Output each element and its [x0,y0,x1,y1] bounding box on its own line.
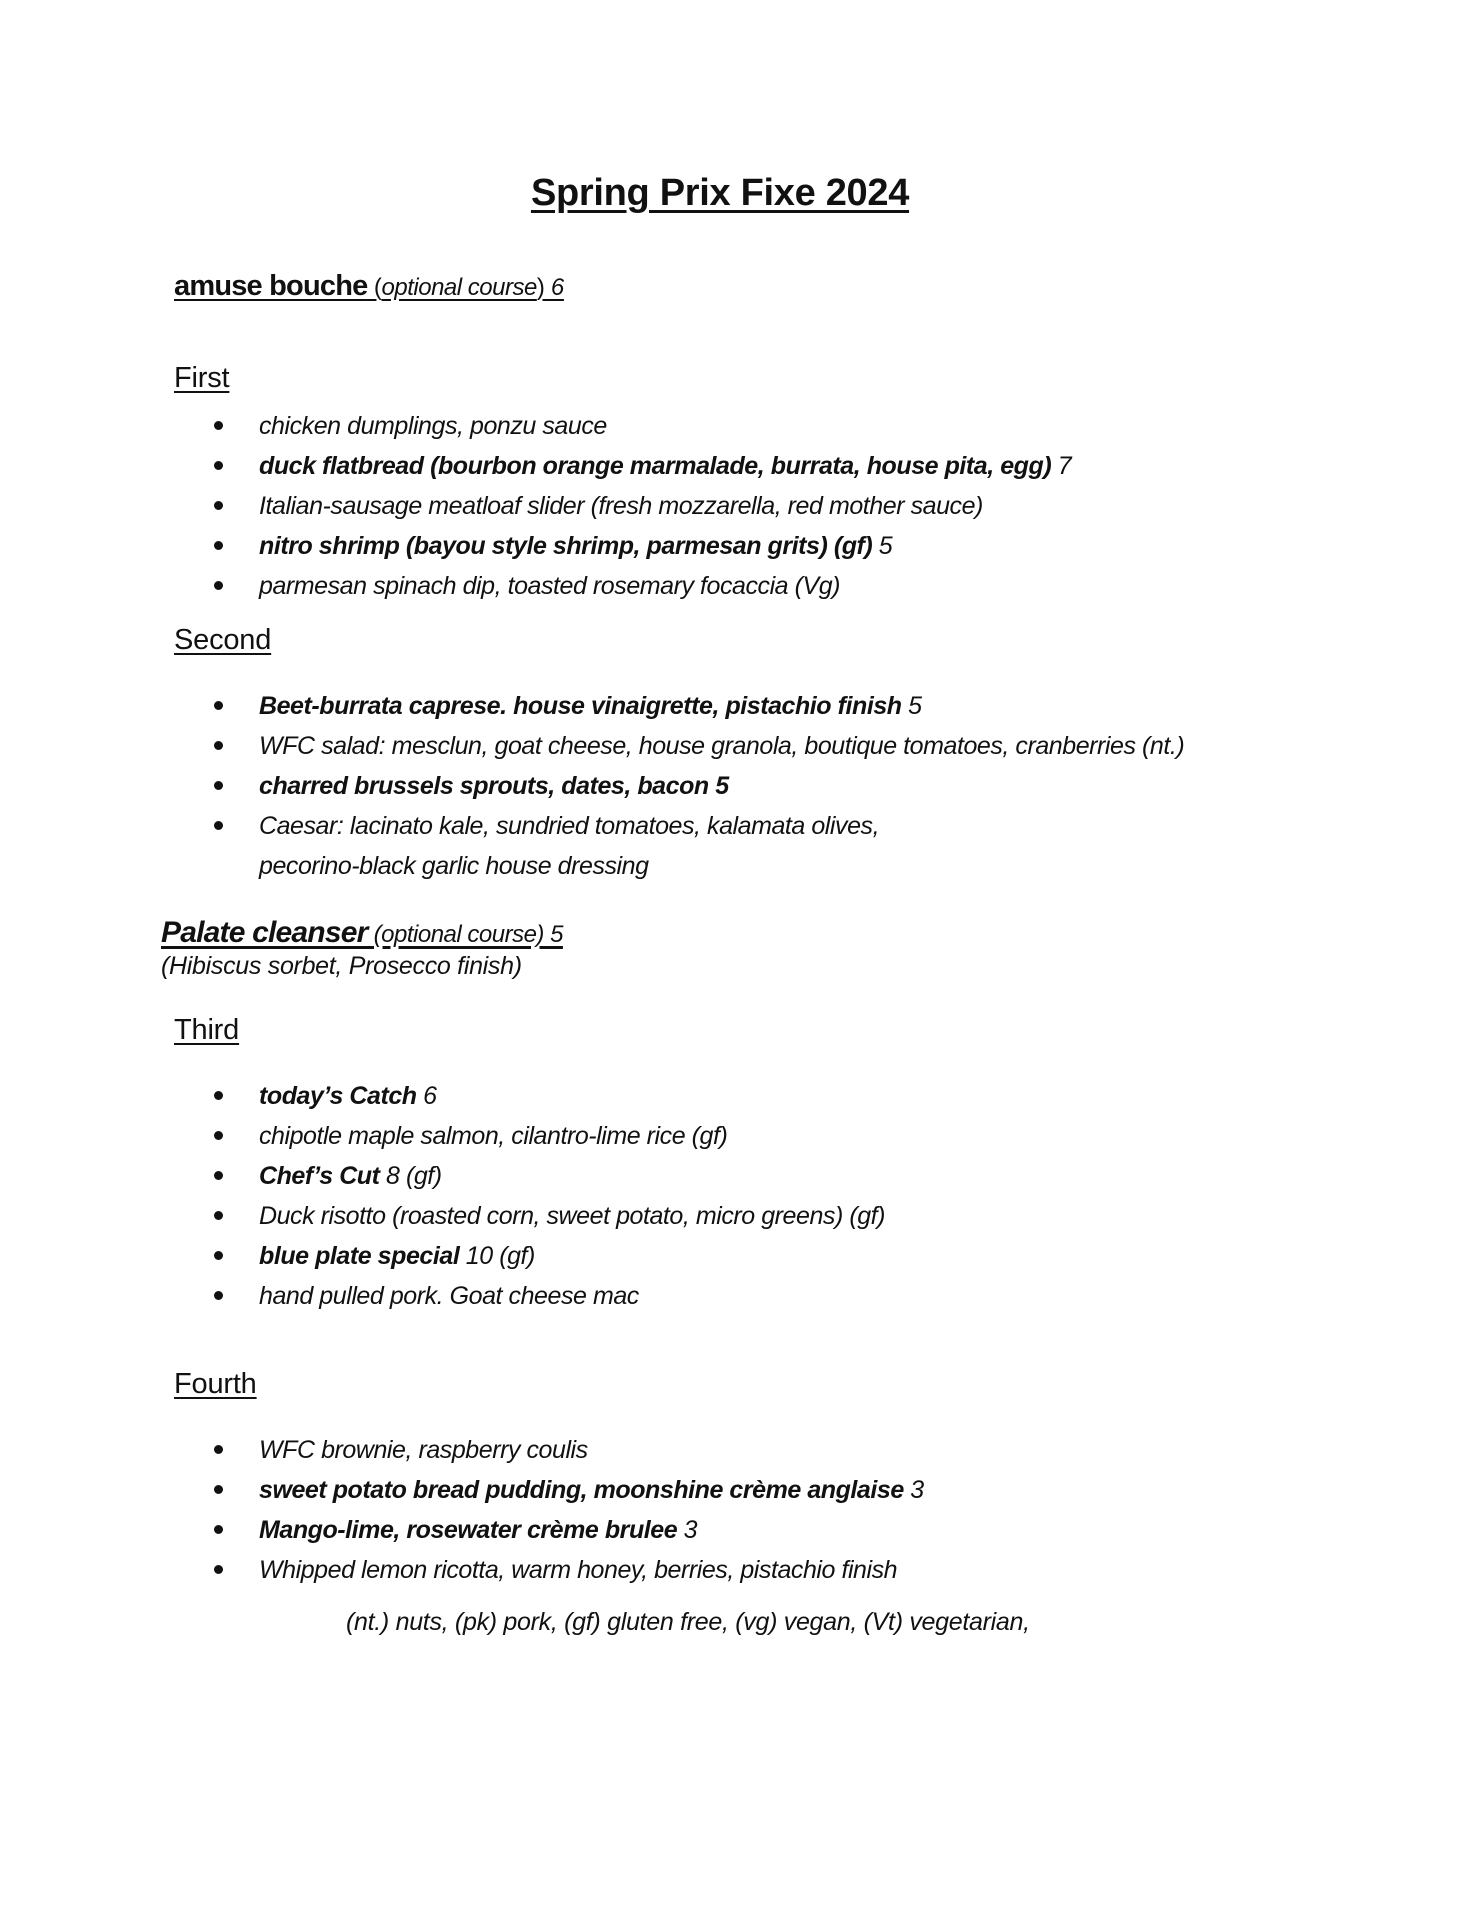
item-text: WFC brownie, raspberry coulis [259,1436,588,1464]
list-item [174,1430,924,1470]
item-text: chipotle maple salmon, cilantro-lime rice (gf) [259,1122,728,1150]
section-heading-second: Second [174,624,272,656]
item-bold-text: blue plate special [259,1242,460,1270]
palate-cleanser-note: (optional course) 5 [367,921,563,948]
section-heading-fourth: Fourth [174,1368,257,1400]
amuse-price: 6 [544,274,564,301]
second-course-list [174,686,1184,886]
list-item [174,526,1071,566]
bullet-icon [214,1485,223,1494]
item-bold-text: nitro shrimp (bayou style shrimp, parmesan grits) (gf) [259,532,873,560]
bullet-icon [214,1445,223,1454]
bullet-icon [214,1211,223,1220]
dietary-legend: (nt.) nuts, (pk) pork, (gf) gluten free, (vg) vegan, (Vt) vegetarian, [346,1608,1030,1636]
list-item [174,1510,924,1550]
amuse-optional-note: optional course [381,274,537,301]
item-price: 7 [1051,452,1072,480]
bullet-icon [214,1291,223,1300]
item-bold-text: duck flatbread (bourbon orange marmalade, burrata, house pita, egg) [259,452,1052,480]
bullet-icon [214,541,223,550]
item-bold-text: Mango-lime, rosewater crème brulee [259,1516,678,1544]
item-price: 8 (gf) [379,1162,442,1190]
first-course-list [174,406,1071,606]
fourth-course-list [174,1430,924,1590]
item-text: Italian-sausage meatloaf slider (fresh mozzarella, red mother sauce) [259,492,983,520]
section-heading-first: First [174,362,230,394]
item-price: 5 [901,692,922,720]
item-text: WFC salad: mesclun, goat cheese, house granola, boutique tomatoes, cranberries (nt.) [259,732,1185,760]
bullet-icon [214,741,223,750]
list-item [174,1116,885,1156]
item-price: 3 [677,1516,698,1544]
bullet-icon [214,421,223,430]
item-bold-text: Beet-burrata caprese. house vinaigrette, pistachio finish [259,692,902,720]
item-bold-text: today’s Catch [259,1082,417,1110]
item-text: hand pulled pork. Goat cheese mac [259,1282,639,1310]
list-item [174,486,1071,526]
list-item [174,726,1184,766]
bullet-icon [214,1251,223,1260]
list-item [174,1236,885,1276]
bullet-icon [214,821,223,830]
item-text: Duck risotto (roasted corn, sweet potato, micro greens) (gf) [259,1202,886,1230]
item-bold-text: Chef’s Cut [259,1162,380,1190]
item-text: chicken dumplings, ponzu sauce [259,412,607,440]
bullet-icon [214,1565,223,1574]
third-course-list [174,1076,885,1316]
item-bold-text: sweet potato bread pudding, moonshine crème anglaise [259,1476,904,1504]
bullet-icon [214,1525,223,1534]
item-text: parmesan spinach dip, toasted rosemary focaccia (Vg) [259,572,841,600]
bullet-icon [214,501,223,510]
list-item [174,1550,924,1590]
list-item [174,766,1184,806]
bullet-icon [214,701,223,710]
bullet-icon [214,781,223,790]
list-item [174,1276,885,1316]
palate-cleanser-description: (Hibiscus sorbet, Prosecco finish) [161,952,522,980]
section-heading-third: Third [174,1014,240,1046]
item-price: 6 [416,1082,437,1110]
amuse-open-paren: ( [367,274,382,301]
item-price: 3 [903,1476,924,1504]
list-item [174,806,1184,886]
list-item [174,1470,924,1510]
item-price: 10 (gf) [459,1242,535,1270]
amuse-close-paren: ) [536,274,545,301]
palate-cleanser-heading [161,916,563,950]
list-item [174,406,1071,446]
item-text: Whipped lemon ricotta, warm honey, berries, pistachio finish [259,1556,898,1584]
list-item [174,566,1071,606]
list-item [174,1196,885,1236]
bullet-icon [214,581,223,590]
amuse-bouche-heading [174,270,564,303]
list-item [174,686,1184,726]
list-item [174,446,1071,486]
list-item [174,1076,885,1116]
bullet-icon [214,461,223,470]
item-bold-text: charred brussels sprouts, dates, bacon 5 [259,772,729,800]
page-title: Spring Prix Fixe 2024 [530,172,910,214]
amuse-bouche-name: amuse bouche [174,270,368,302]
item-price: 5 [872,532,893,560]
bullet-icon [214,1171,223,1180]
item-text-continuation: pecorino-black garlic house dressing [259,852,649,880]
list-item [174,1156,885,1196]
bullet-icon [214,1091,223,1100]
item-text: Caesar: lacinato kale, sundried tomatoes, kalamata olives, [259,812,880,840]
bullet-icon [214,1131,223,1140]
palate-cleanser-name: Palate cleanser [161,916,368,949]
